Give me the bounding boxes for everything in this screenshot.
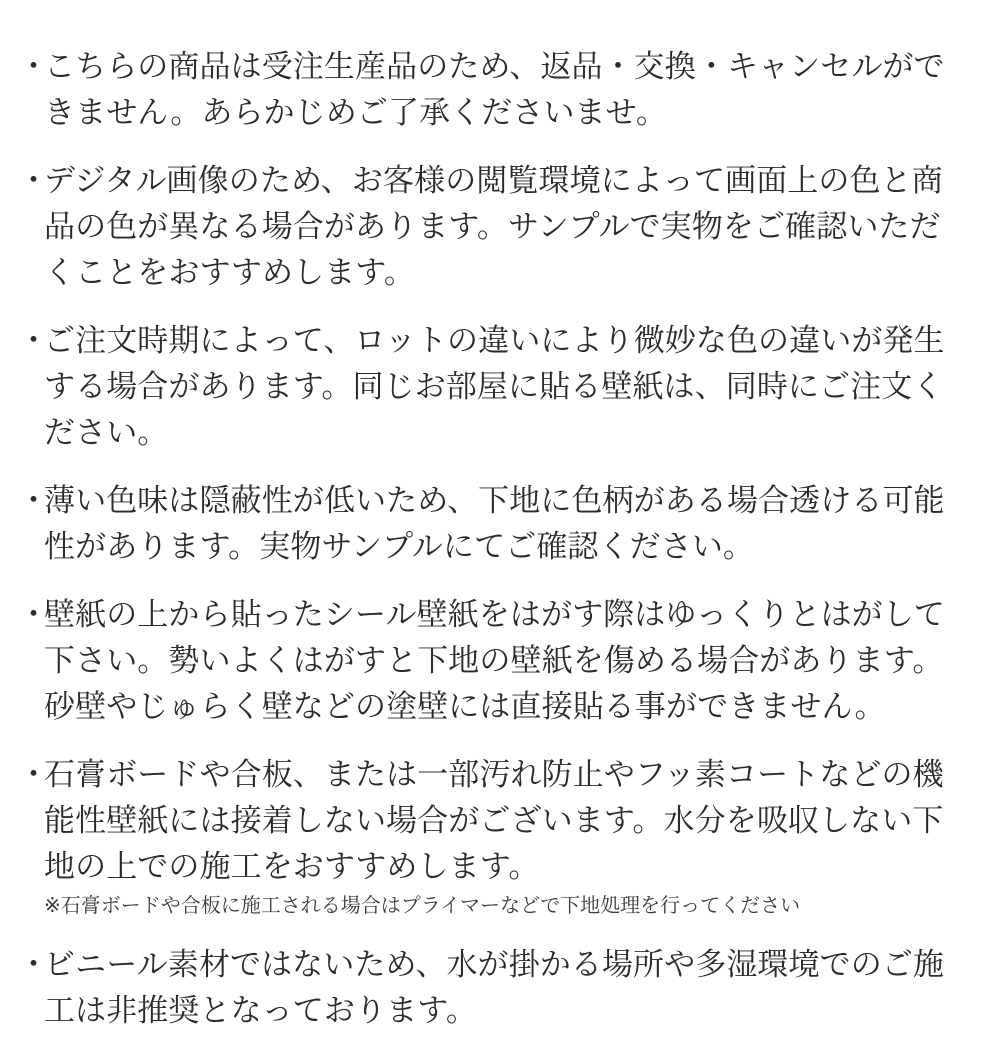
list-item-body xyxy=(44,942,970,1034)
list-item xyxy=(18,592,970,730)
list-item xyxy=(18,478,970,570)
list-item-text: ビニール素材ではないため、水が掛かる場所や多湿環境でのご施工は非推奨となっております。 xyxy=(44,947,945,1029)
bullet-icon: ・ xyxy=(18,323,49,359)
bullet-icon: ・ xyxy=(18,757,49,793)
list-item-text: 薄い色味は隠蔽性が低いため、下地に色柄がある場合透ける可能性があります。実物サンプルにてご確認ください。 xyxy=(44,483,945,565)
list-item-text: デジタル画像のため、お客様の閲覧環境によって画面上の色と商品の色が異なる場合があります。サンプルで実物をご確認いただくことをおすすめします。 xyxy=(44,163,943,291)
bullet-icon: ・ xyxy=(18,163,49,199)
list-item-body xyxy=(44,44,970,136)
list-item-text: ご注文時期によって、ロットの違いにより微妙な色の違いが発生する場合があります。同じお部屋に貼る壁紙は、同時にご注文ください。 xyxy=(44,323,945,451)
list-item xyxy=(18,318,970,456)
list-item-text: 石膏ボードや合板、または一部汚れ防止やフッ素コートなどの機能性壁紙には接着しない場合がございます。水分を吸収しない下地の上での施工をおすすめします。 xyxy=(44,757,944,885)
list-item xyxy=(18,752,970,920)
bullet-icon: ・ xyxy=(18,49,49,85)
list-item-body xyxy=(44,158,970,296)
bullet-icon: ・ xyxy=(18,483,49,519)
list-item-body xyxy=(44,478,970,570)
list-item xyxy=(18,44,970,136)
list-item-body xyxy=(44,592,970,730)
notice-list xyxy=(18,44,970,1056)
bullet-icon: ・ xyxy=(18,597,49,633)
list-item-text: こちらの商品は受注生産品のため、返品・交換・キャンセルができません。あらかじめご了承くださいませ。 xyxy=(44,49,945,131)
list-item xyxy=(18,158,970,296)
list-item-text: 壁紙の上から貼ったシール壁紙をはがす際はゆっくりとはがして下さい。勢いよくはがすと下地の壁紙を傷める場合があります。砂壁やじゅらく壁などの塗壁には直接貼る事ができません。 xyxy=(44,597,945,725)
bullet-icon: ・ xyxy=(18,947,49,983)
list-item xyxy=(18,942,970,1034)
list-item-body xyxy=(44,318,970,456)
list-item-subnote: ※石膏ボードや合板に施工される場合はプライマーなどで下地処理を行ってください xyxy=(44,893,801,917)
list-item-body xyxy=(44,752,970,920)
